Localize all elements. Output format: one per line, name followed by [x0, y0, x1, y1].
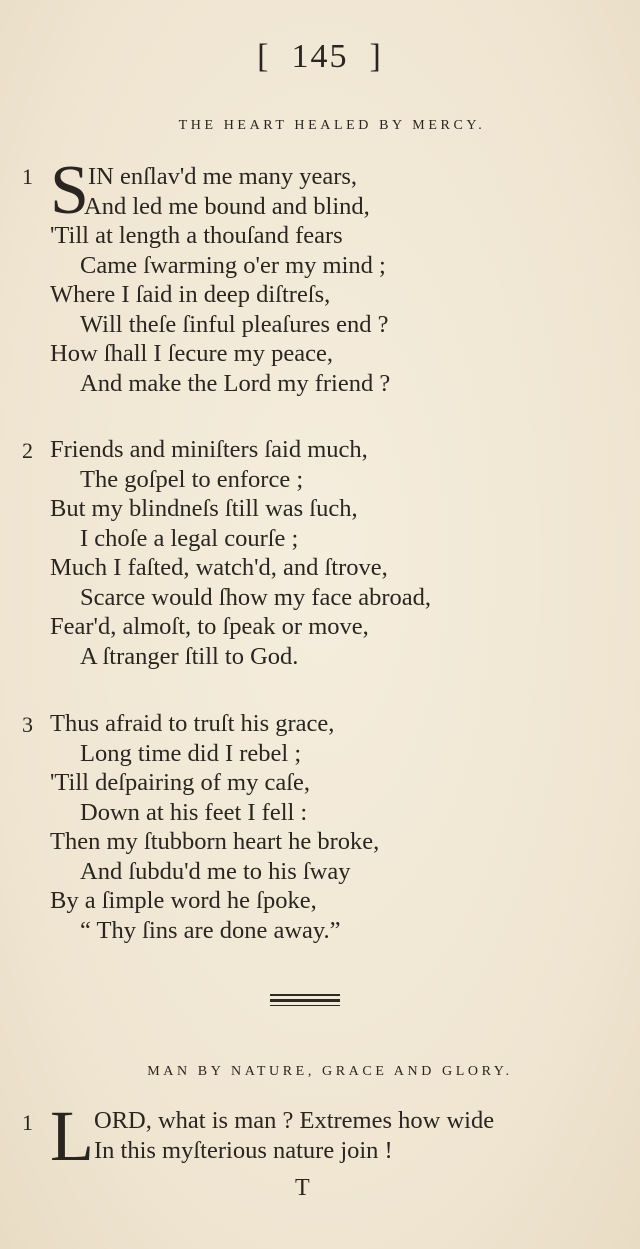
drop-cap: S [50, 152, 89, 229]
stanza-number: 3 [22, 712, 33, 737]
verse-line: Thus afraid to truſt his grace, [50, 710, 335, 737]
verse-line: “ Thy ſins are done away.” [80, 916, 341, 944]
stanza-number: 1 [22, 164, 33, 189]
verse-line: But my blindneſs ſtill was ſuch, [50, 495, 358, 522]
stanza [50, 709, 379, 945]
verse-line: I choſe a legal courſe ; [80, 524, 299, 552]
verse-line: Fear'd, almoſt, to ſpeak or move, [50, 613, 369, 640]
verse-line: And led me bound and blind, [84, 192, 370, 220]
verse-line: Came ſwarming o'er my mind ; [80, 251, 386, 279]
stanza [50, 1106, 494, 1165]
hymn-title: MAN BY NATURE, GRACE AND GLORY. [147, 1064, 513, 1079]
verse-line: 'Till deſpairing of my caſe, [50, 769, 311, 796]
verse-line: Much I faſted, watch'd, and ſtrove, [50, 554, 388, 581]
drop-cap: L [50, 1096, 94, 1176]
verse-line: And make the Lord my friend ? [80, 369, 391, 397]
verse-line: Friends and miniſters ſaid much, [50, 436, 368, 463]
verse-line: Long time did I rebel ; [80, 739, 302, 767]
stanza-number: 1 [22, 1110, 33, 1135]
verse-line: A ſtranger ſtill to God. [80, 642, 299, 670]
verse-line: 'Till at length a thouſand fears [50, 222, 343, 249]
verse-line: Scarce would ſhow my face abroad, [80, 583, 432, 611]
verse-line: The goſpel to enforce ; [80, 465, 304, 493]
verse-line: And ſubdu'd me to his ſway [80, 857, 351, 885]
section-divider [270, 994, 340, 1009]
verse-line: ORD, what is man ? Extremes how wide [94, 1107, 495, 1134]
verse-line: By a ſimple word he ſpoke, [50, 887, 317, 914]
verse-line: Down at his feet I fell : [80, 798, 308, 826]
stanza [50, 162, 390, 398]
verse-line: Will theſe ſinful pleaſures end ? [80, 310, 389, 338]
verse-line: In this myſterious nature join ! [94, 1136, 393, 1164]
page-number: [ 145 ] [257, 38, 383, 75]
hymn-title: THE HEART HEALED BY MERCY. [178, 118, 486, 133]
stanza-number: 2 [22, 438, 33, 463]
stanza [50, 435, 431, 671]
verse-line: IN enſlav'd me many years, [88, 163, 358, 190]
verse-line: Where I ſaid in deep diſtreſs, [50, 281, 331, 308]
catchword: T [295, 1175, 310, 1201]
verse-line: Then my ſtubborn heart he broke, [50, 828, 380, 855]
verse-line: How ſhall I ſecure my peace, [50, 340, 333, 367]
